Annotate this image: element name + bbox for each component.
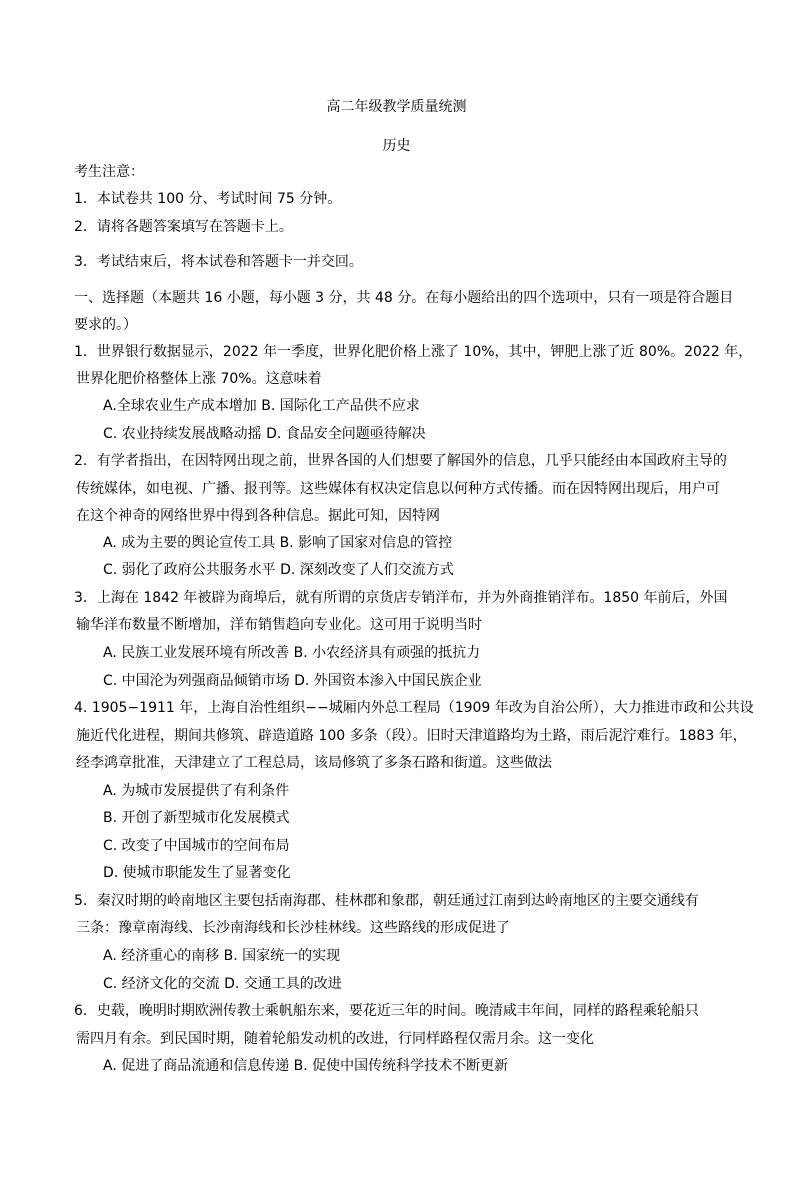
question-4-text: 经李鸿章批准，天津建立了工程总局，该局修筑了多条石路和街道。这些做法 bbox=[76, 755, 552, 771]
section-heading: 一、选择题（本题共 16 小题，每小题 3 分，共 48 分。在每小题给出的四个选项中，只有一项是符合题目 bbox=[74, 290, 734, 306]
question-4-option-b: B. 开创了新型城市化发展模式 bbox=[103, 810, 290, 826]
question-5-options: A. 经济重心的南移 B. 国家统一的实现 bbox=[103, 948, 341, 964]
question-6-text: 需四月有余。到民国时期，随着轮船发动机的改进，行同样路程仅需月余。这一变化 bbox=[76, 1031, 594, 1047]
notice-item: 1．本试卷共 100 分、考试时间 75 分钟。 bbox=[74, 191, 342, 207]
question-2-options: C. 弱化了政府公共服务水平 D. 深刻改变了人们交流方式 bbox=[103, 562, 454, 578]
question-2-text: 2．有学者指出，在因特网出现之前，世界各国的人们想要了解国外的信息，几乎只能经由本国政府主导的 bbox=[74, 453, 727, 469]
question-6-options: A. 促进了商品流通和信息传递 B. 促使中国传统科学技术不断更新 bbox=[103, 1058, 509, 1074]
question-2-options: A. 成为主要的舆论宣传工具 B. 影响了国家对信息的管控 bbox=[103, 535, 453, 551]
question-5-text: 5．秦汉时期的岭南地区主要包括南海郡、桂林郡和象郡，朝廷通过江南到达岭南地区的主要交通线有 bbox=[74, 893, 699, 909]
question-3-options: C. 中国沦为列强商品倾销市场 D. 外国资本渗入中国民族企业 bbox=[103, 673, 482, 689]
question-5-options: C. 经济文化的交流 D. 交通工具的改进 bbox=[103, 976, 342, 992]
notice-heading: 考生注意： bbox=[74, 164, 144, 180]
question-3-text: 输华洋布数量不断增加，洋布销售趋向专业化。这可用于说明当时 bbox=[76, 617, 482, 633]
question-6-text: 6．史载，晚明时期欧洲传教士乘帆船东来，要花近三年的时间。晚清咸丰年间，同样的路程乘轮船只 bbox=[74, 1003, 699, 1019]
question-4-option-c: C. 改变了中国城市的空间布局 bbox=[103, 838, 290, 854]
section-heading-cont: 要求的。） bbox=[74, 317, 137, 333]
question-1-text: 世界化肥价格整体上涨 70%。这意味着 bbox=[76, 371, 322, 387]
notice-item: 3．考试结束后，将本试卷和答题卡一并交回。 bbox=[74, 254, 363, 270]
question-2-text: 在这个神奇的网络世界中得到各种信息。据此可知，因特网 bbox=[76, 508, 440, 524]
question-1-text: 1．世界银行数据显示，2022 年一季度，世界化肥价格上涨了 10%，其中，钾肥上涨了近 80%。2022 年， bbox=[74, 344, 753, 360]
notice-item: 2．请将各题答案填写在答题卡上。 bbox=[74, 219, 293, 235]
question-5-text: 三条：豫章南海线、长沙南海线和长沙桂林线。这些路线的形成促进了 bbox=[76, 920, 510, 936]
question-4-text: 施近代化进程，期间共修筑、辟造道路 100 多条（段）。旧时天津道路均为土路，雨后泥泞难行。1883 年， bbox=[76, 728, 747, 744]
question-1-options: A.全球农业生产成本增加 B. 国际化工产品供不应求 bbox=[103, 398, 420, 414]
question-3-options: A. 民族工业发展环境有所改善 B. 小农经济具有顽强的抵抗力 bbox=[103, 645, 481, 661]
question-2-text: 传统媒体，如电视、广播、报刊等。这些媒体有权决定信息以何种方式传播。而在因特网出现后，用户可 bbox=[76, 481, 720, 497]
question-4-option-a: A. 为城市发展提供了有利条件 bbox=[103, 783, 290, 799]
exam-title: 高二年级教学质量统测 bbox=[326, 99, 467, 115]
subject-title: 历史 bbox=[382, 138, 411, 154]
question-1-options: C. 农业持续发展战略动摇 D. 食品安全问题亟待解决 bbox=[103, 426, 426, 442]
question-4-option-d: D. 使城市职能发生了显著变化 bbox=[103, 865, 291, 881]
question-4-text: 4. 1905−1911 年，上海自治性组织−−城厢内外总工程局（1909 年改为自治公所），大力推进市政和公共设 bbox=[74, 700, 754, 716]
question-3-text: 3．上海在 1842 年被辟为商埠后，就有所谓的京货店专销洋布，并为外商推销洋布。1850 年前后，外国 bbox=[74, 590, 728, 606]
